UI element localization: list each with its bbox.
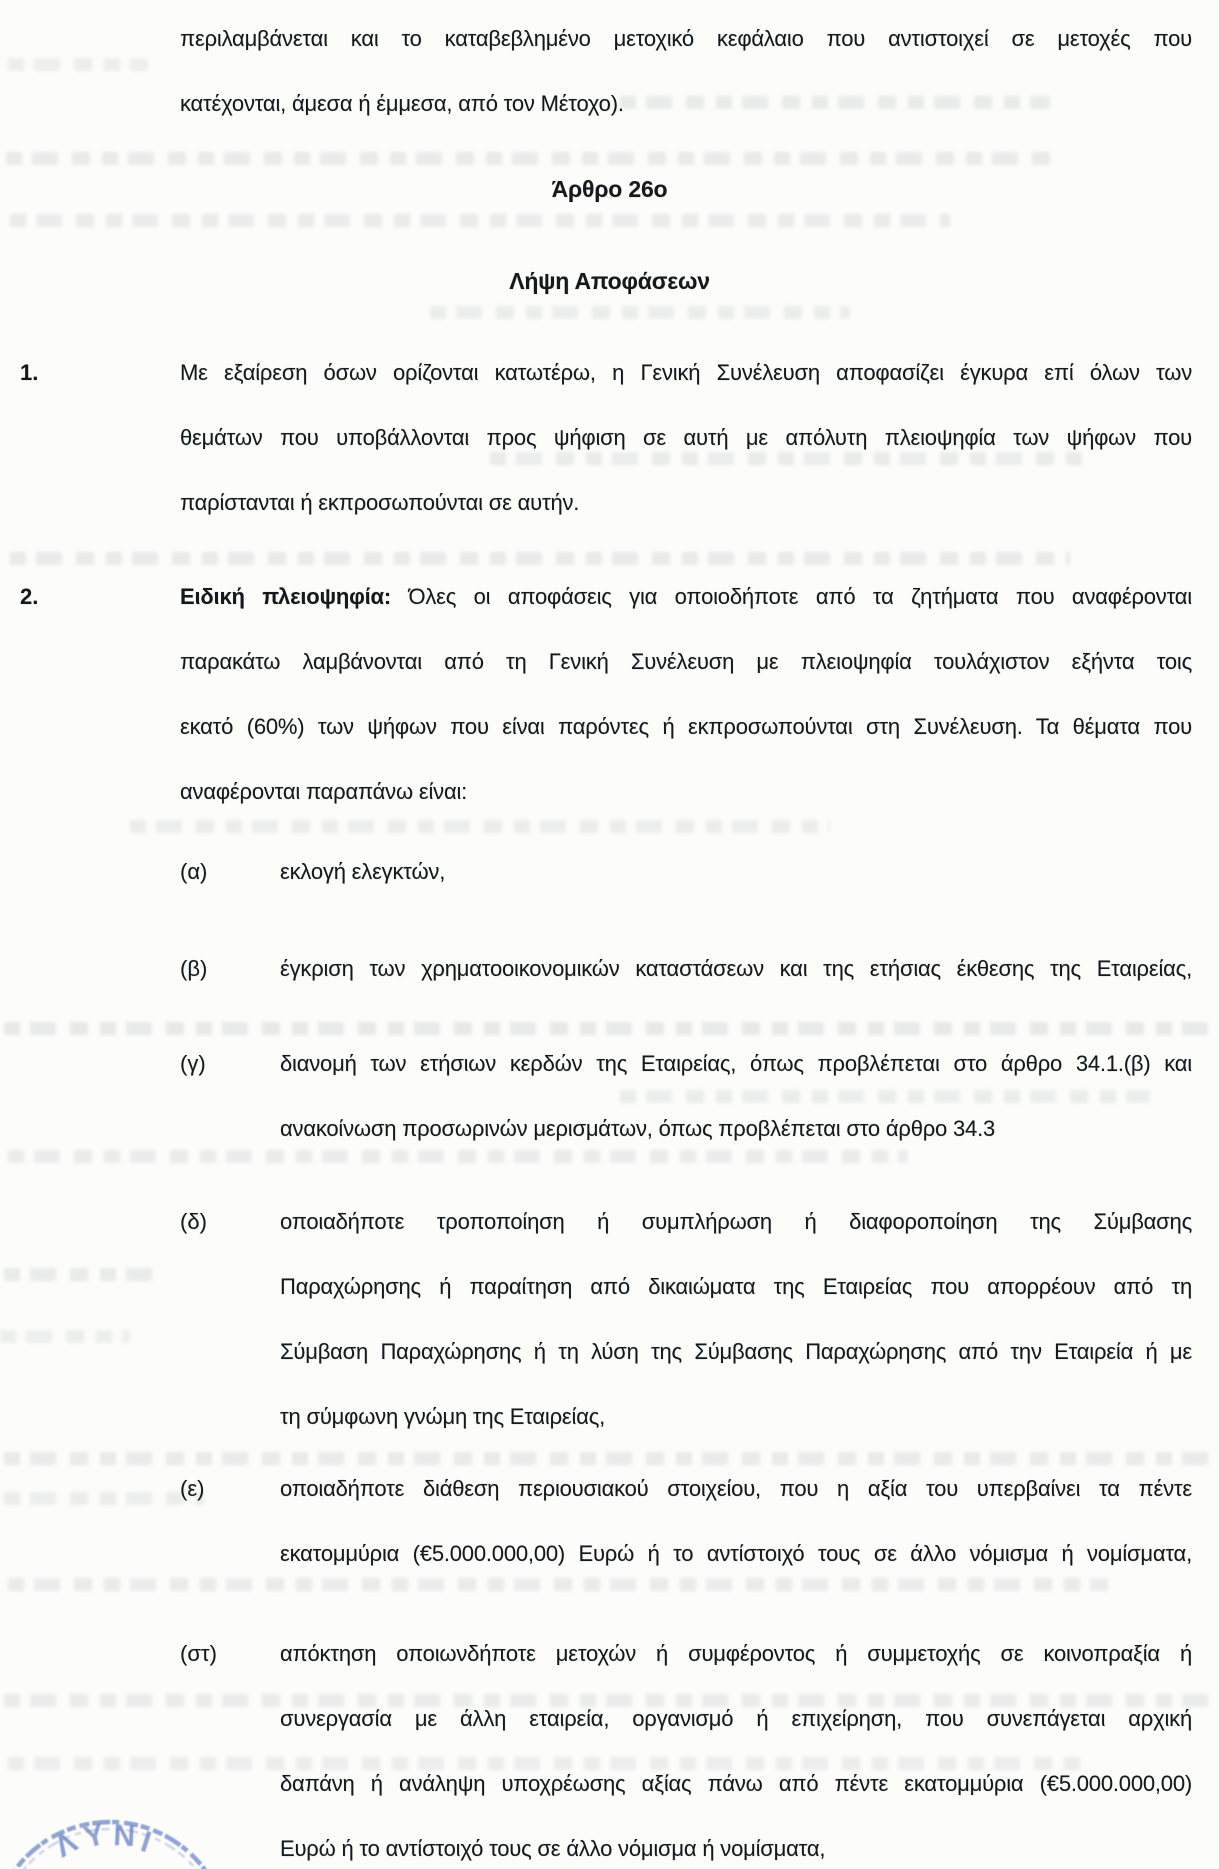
paragraph-line: παρακάτω λαμβάνονται από τη Γενική Συνέλευση με πλειοψηφία τουλάχιστον εξήντα τοις: [180, 649, 1192, 674]
bleed-through-artifact: [6, 152, 1056, 165]
article-heading: Άρθρο 26ο: [551, 176, 668, 202]
subitem-beta-paragraph: [280, 952, 1192, 1017]
subitem-stigma-label: (στ): [180, 1641, 217, 1666]
intro-paragraph: [180, 22, 1192, 152]
subitem-delta-label: (δ): [180, 1209, 207, 1234]
paragraph-line: τη σύμφωνη γνώμη της Εταιρείας,: [280, 1404, 606, 1429]
item-2-number: 2.: [20, 584, 39, 609]
paragraph-line: εκλογή ελεγκτών,: [280, 859, 446, 884]
paragraph-line: έγκριση των χρηματοοικονομικών καταστάσεων και της ετήσιας έκθεσης της Εταιρείας,: [280, 956, 1192, 981]
subitem-beta-label: (β): [180, 956, 208, 981]
paragraph-line: συνεργασία με άλλη εταιρεία, οργανισμό ή επιχείρηση, που συνεπάγεται αρχική: [280, 1706, 1192, 1731]
paragraph-line: εκατό (60%) των ψήφων που είναι παρόντες ή εκπροσωπούνται στη Συνέλευση. Τα θέματα που: [180, 714, 1192, 739]
stamp-letter: Λ: [49, 1825, 83, 1865]
subitem-epsilon-paragraph: [280, 1472, 1192, 1602]
paragraph-line: εκατομμύρια (€5.000.000,00) Ευρώ ή το αντίστοιχό τους σε άλλο νόμισμα ή νομίσματα,: [280, 1541, 1192, 1566]
paragraph-line: κατέχονται, άμεσα ή έμμεσα, από τον Μέτοχο).: [180, 91, 624, 116]
item-2-paragraph: [180, 580, 1192, 840]
ink-stamp: [0, 1810, 258, 1869]
bleed-through-artifact: [4, 1022, 1214, 1035]
item-1-paragraph: [180, 356, 1192, 551]
item-2-bold-lead: Ειδική πλειοψηφία:: [180, 584, 391, 609]
subitem-delta-paragraph: [280, 1205, 1192, 1465]
paragraph-line: Με εξαίρεση όσων ορίζονται κατωτέρω, η Γενική Συνέλευση αποφασίζει έγκυρα επί όλων των: [180, 360, 1192, 385]
paragraph-line: Παραχώρησης ή παραίτηση από δικαιώματα της Εταιρείας που απορρέουν από τη: [280, 1274, 1192, 1299]
subitem-epsilon-label: (ε): [180, 1476, 205, 1501]
paragraph-line: [180, 580, 1192, 614]
stamp-letter: Υ: [80, 1817, 109, 1855]
bleed-through-artifact: [4, 1492, 204, 1505]
subitem-alpha-label: (α): [180, 859, 208, 884]
paragraph-line: απόκτηση οποιωνδήποτε μετοχών ή συμφέροντος ή συμμετοχής σε κοινοπραξία ή: [280, 1641, 1192, 1666]
paragraph-line: οποιαδήποτε τροποποίηση ή συμπλήρωση ή διαφοροποίηση της Σύμβασης: [280, 1209, 1192, 1234]
stamp-letter: Ι: [136, 1825, 155, 1860]
paragraph-line: δαπάνη ή ανάληψη υποχρέωσης αξίας πάνω από πέντε εκατομμύρια (€5.000.000,00): [280, 1771, 1192, 1796]
bleed-through-artifact: [0, 1330, 130, 1343]
bleed-through-artifact: [4, 1268, 164, 1281]
paragraph-line: διανομή των ετήσιων κερδών της Εταιρείας, όπως προβλέπεται στο άρθρο 34.1.(β) και: [280, 1051, 1192, 1076]
paragraph-line: ανακοίνωση προσωρινών μερισμάτων, όπως προβλέπεται στο άρθρο 34.3: [280, 1116, 996, 1141]
paragraph-line: παρίστανται ή εκπροσωπούνται σε αυτήν.: [180, 490, 580, 515]
article-subheading: Λήψη Αποφάσεων: [509, 268, 710, 294]
paragraph-line: Σύμβαση Παραχώρησης ή τη λύση της Σύμβασης Παραχώρησης από την Εταιρεία ή με: [280, 1339, 1192, 1364]
paragraph-line: αναφέρονται παραπάνω είναι:: [180, 779, 468, 804]
bleed-through-artifact: [10, 552, 1070, 565]
bleed-through-artifact: [8, 58, 148, 71]
item-2-lead-rest: Όλες οι αποφάσεις για οποιοδήποτε από τα ζητήματα που αναφέρονται: [408, 584, 1192, 609]
paragraph-line: οποιαδήποτε διάθεση περιουσιακού στοιχείου, που η αξία του υπερβαίνει τα πέντε: [280, 1476, 1192, 1501]
subitem-gamma-paragraph: [280, 1047, 1192, 1177]
subitem-stigma-paragraph: [280, 1637, 1192, 1869]
bleed-through-artifact: [430, 306, 850, 319]
paragraph-line: περιλαμβάνεται και το καταβεβλημένο μετοχικό κεφάλαιο που αντιστοιχεί σε μετοχές που: [180, 26, 1192, 51]
paragraph-line: θεμάτων που υποβάλλονται προς ψήφιση σε αυτή με απόλυτη πλειοψηφία των ψήφων που: [180, 425, 1192, 450]
subitem-alpha-paragraph: [280, 855, 1192, 920]
stamp-letter: Ν: [112, 1819, 137, 1854]
bleed-through-artifact: [10, 214, 950, 227]
subitem-gamma-label: (γ): [180, 1051, 206, 1076]
paragraph-line: Ευρώ ή το αντίστοιχό τους σε άλλο νόμισμα ή νομίσματα,: [280, 1836, 826, 1861]
item-1-number: 1.: [20, 360, 39, 385]
